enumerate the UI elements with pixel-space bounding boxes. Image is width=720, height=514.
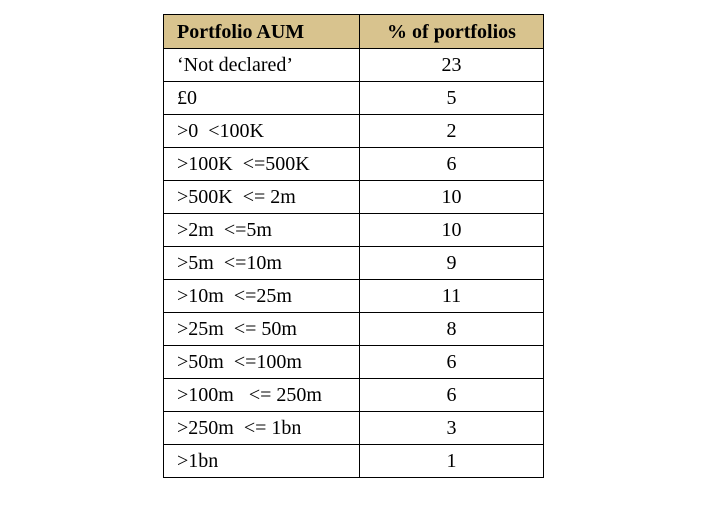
table-row [164,280,544,313]
aum-range-cell: ‘Not declared’ [164,49,360,82]
table-row [164,214,544,247]
percent-cell: 11 [360,280,544,313]
percent-cell: 23 [360,49,544,82]
aum-range-cell: >2m <=5m [164,214,360,247]
percent-cell: 6 [360,379,544,412]
table-row [164,115,544,148]
column-header-percent-portfolios: % of portfolios [360,15,544,49]
aum-range-cell: >10m <=25m [164,280,360,313]
portfolio-aum-table [163,14,544,478]
percent-cell: 3 [360,412,544,445]
percent-cell: 2 [360,115,544,148]
percent-cell: 8 [360,313,544,346]
percent-cell: 5 [360,82,544,115]
aum-range-cell: >5m <=10m [164,247,360,280]
percent-cell: 10 [360,181,544,214]
percent-cell: 10 [360,214,544,247]
percent-cell: 6 [360,346,544,379]
aum-range-cell: >250m <= 1bn [164,412,360,445]
percent-cell: 6 [360,148,544,181]
table-row [164,49,544,82]
percent-cell: 9 [360,247,544,280]
table-row [164,313,544,346]
table-row [164,445,544,478]
table-row [164,82,544,115]
aum-range-cell: >25m <= 50m [164,313,360,346]
table-body [164,49,544,478]
aum-range-cell: >500K <= 2m [164,181,360,214]
table-row [164,412,544,445]
table-row [164,379,544,412]
aum-range-cell: >0 <100K [164,115,360,148]
table-row [164,181,544,214]
column-header-portfolio-aum: Portfolio AUM [164,15,360,49]
aum-range-cell: >1bn [164,445,360,478]
table-row [164,247,544,280]
table-row [164,346,544,379]
aum-range-cell: >100m <= 250m [164,379,360,412]
aum-range-cell: >100K <=500K [164,148,360,181]
aum-range-cell: £0 [164,82,360,115]
table-row [164,148,544,181]
table-header [164,15,544,49]
percent-cell: 1 [360,445,544,478]
header-row [164,15,544,49]
aum-range-cell: >50m <=100m [164,346,360,379]
